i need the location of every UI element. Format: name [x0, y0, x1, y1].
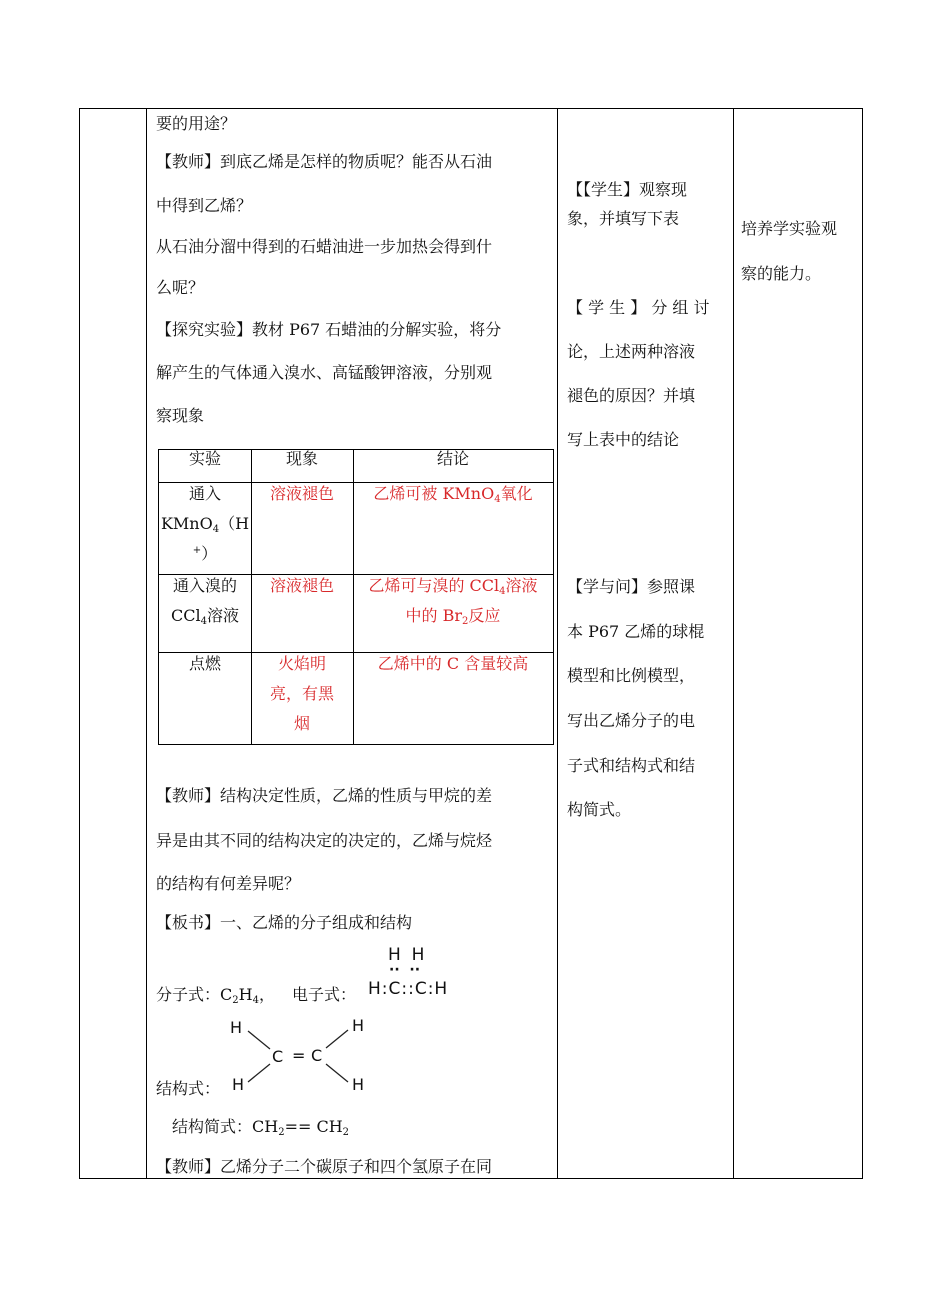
table-cell: 乙烯中的 C 含量较高 — [377, 654, 529, 673]
student-text: 【 学 生 】 分 组 讨 — [567, 298, 710, 317]
table-cell: 乙烯可被 KMnO4氧化 — [373, 484, 533, 505]
struct-atom-h: H — [232, 1075, 245, 1094]
main-text-line: 【教师】结构决定性质，乙烯的性质与甲烷的差 — [156, 786, 493, 805]
struct-atom-h: H — [352, 1016, 365, 1035]
main-text-line: 异是由其不同的结构决定的决定的，乙烯与烷烃 — [156, 831, 493, 850]
simple-structural-formula: 结构简式：CH2== CH2 — [172, 1117, 350, 1138]
table-cell: 通入溴的 — [172, 576, 237, 595]
table-header: 现象 — [285, 449, 318, 468]
student-text: 写上表中的结论 — [567, 430, 680, 449]
student-text: 象，并填写下表 — [567, 209, 680, 228]
main-text-line: 【探究实验】教材 P67 石蜡油的分解实验，将分 — [156, 320, 502, 339]
table-cell: +） — [192, 544, 218, 563]
table-cell: 溶液褪色 — [269, 484, 334, 503]
student-text: 论，上述两种溶液 — [567, 342, 696, 361]
table-cell: 溶液褪色 — [269, 576, 334, 595]
main-text-line: 察现象 — [156, 406, 205, 425]
structural-formula-label: 结构式： — [156, 1079, 221, 1098]
table-cell: 烟 — [293, 714, 310, 733]
table-cell: 点燃 — [188, 654, 221, 673]
main-text-line: 【教师】到底乙烯是怎样的物质呢？能否从石油 — [156, 152, 493, 171]
student-text: 【学与问】参照课 — [567, 577, 696, 596]
electron-h-top: H H — [388, 945, 425, 965]
molecular-formula: 分子式：C2H4， — [156, 985, 275, 1006]
struct-atom-c: C — [272, 1047, 284, 1066]
student-text: 构简式。 — [567, 800, 632, 819]
main-text-line: 的结构有何差异呢？ — [156, 874, 301, 893]
main-text-line: 【板书】一、乙烯的分子组成和结构 — [156, 913, 413, 932]
table-header: 实验 — [188, 449, 221, 468]
student-text: 子式和结构式和结 — [567, 756, 696, 775]
table-cell: 亮，有黑 — [269, 684, 334, 703]
struct-double-bond: = — [292, 1046, 306, 1065]
electron-formula: H:C::C:H — [368, 979, 449, 999]
student-text: 本 P67 乙烯的球棍 — [567, 622, 705, 641]
table-cell: CCl4溶液 — [171, 606, 239, 627]
main-text-line: 么呢？ — [156, 278, 205, 297]
student-text: 模型和比例模型， — [567, 666, 696, 685]
main-text-line: 从石油分溜中得到的石蜡油进一步加热会得到什 — [156, 237, 493, 256]
table-header: 结论 — [436, 449, 469, 468]
struct-atom-c: C — [311, 1046, 323, 1065]
goal-text: 培养学实验观 — [741, 219, 838, 238]
student-text: 写出乙烯分子的电 — [567, 711, 696, 730]
table-cell: 乙烯可与溴的 CCl4溶液 — [368, 576, 538, 597]
table-cell: 火焰明 — [277, 654, 326, 673]
electron-formula-label: 电子式： — [292, 985, 357, 1004]
student-text: 【【学生】观察现 — [567, 180, 688, 199]
electron-dots-top: ·· ·· — [389, 962, 421, 978]
table-cell: 通入 — [188, 484, 221, 503]
main-text-line: 解产生的气体通入溴水、高锰酸钾溶液，分别观 — [156, 363, 493, 382]
struct-atom-h: H — [230, 1018, 243, 1037]
main-text-line: 中得到乙烯？ — [156, 196, 253, 215]
main-text-line: 【教师】乙烯分子二个碳原子和四个氢原子在同 — [156, 1157, 493, 1176]
struct-atom-h: H — [352, 1075, 365, 1094]
table-cell: KMnO4（H — [160, 514, 250, 535]
table-cell: 中的 Br2反应 — [405, 606, 501, 627]
student-text: 褪色的原因？并填 — [567, 386, 696, 405]
goal-text: 察的能力。 — [741, 264, 822, 283]
main-text-line: 要的用途？ — [156, 114, 237, 133]
